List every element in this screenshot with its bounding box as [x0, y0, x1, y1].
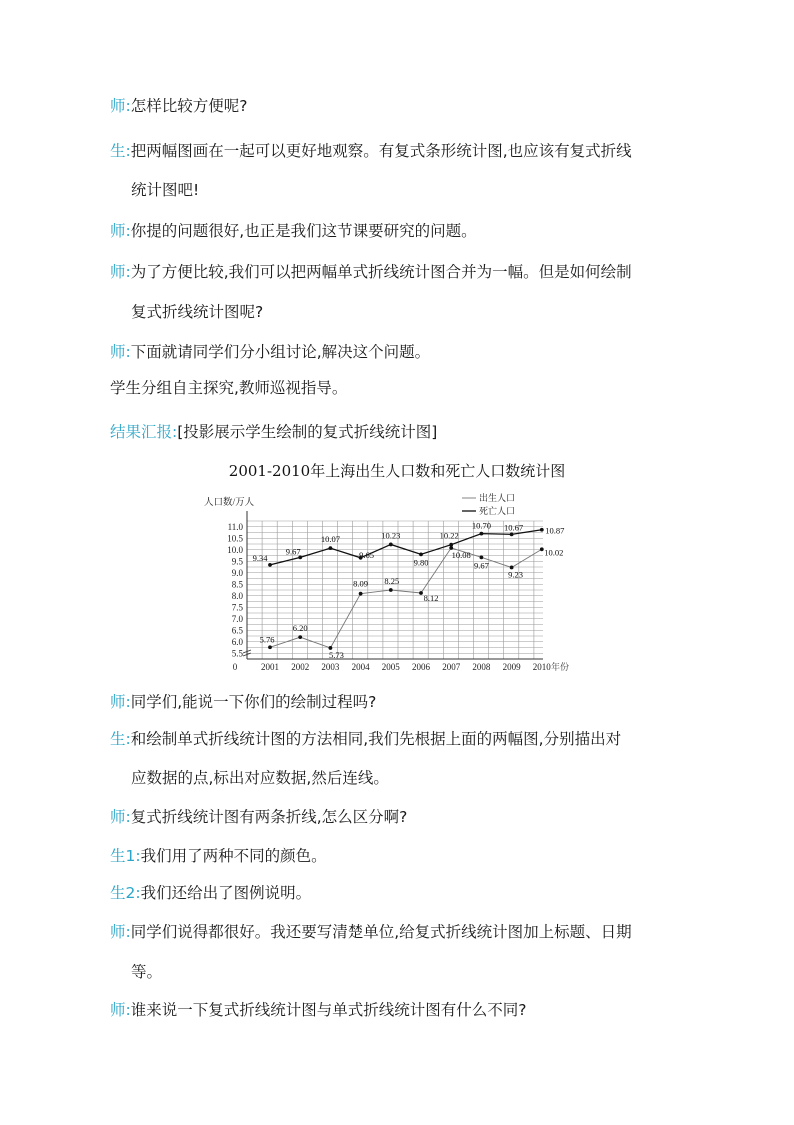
x-tick-label: 2002 [291, 662, 310, 672]
x-tick-label: 2007 [442, 662, 461, 672]
x-tick-label: 2008 [472, 662, 491, 672]
x-tick-label: 2005 [381, 662, 400, 672]
data-point-death [510, 532, 514, 536]
speaker-label: 师: [110, 693, 131, 711]
origin-label: 0 [232, 662, 238, 672]
dialogue-continuation [131, 302, 263, 322]
dialogue-text: 复式折线统计图有两条折线,怎么区分啊? [130, 808, 408, 826]
dialogue-text: 同学们说得都很好。我还要写清楚单位,给复式折线统计图加上标题、日期 [130, 923, 632, 941]
data-label-death: 10.87 [545, 525, 565, 536]
data-point-death [540, 528, 544, 532]
y-tick-label: 8.5 [231, 579, 243, 590]
legend-label-birth: 出生人口 [479, 493, 516, 503]
data-label-death: 9.34 [252, 552, 268, 563]
dialogue-text: 复式折线统计图呢? [131, 303, 264, 321]
dialogue-line [110, 262, 632, 282]
data-label-birth: 5.76 [259, 634, 275, 645]
data-label-birth: 10.02 [544, 547, 564, 558]
x-tick-label: 2010 [532, 662, 551, 672]
data-label-death: 10.23 [381, 530, 401, 541]
data-point-death [329, 546, 333, 550]
population-line-chart [200, 487, 570, 677]
dialogue-text: 把两幅图画在一起可以更好地观察。有复式条形统计图,也应该有复式折线 [130, 142, 632, 160]
y-tick-label: 9.5 [231, 556, 243, 567]
y-tick-label: 10.5 [227, 533, 243, 544]
dialogue-line [110, 729, 621, 749]
legend-label-death: 死亡人口 [479, 506, 516, 516]
speaker-label: 生2: [110, 884, 141, 902]
data-label-birth: 9.23 [508, 569, 524, 580]
data-label-death: 10.07 [320, 534, 340, 545]
data-point-birth [540, 547, 544, 551]
dialogue-continuation [131, 180, 199, 200]
speaker-label: 师: [110, 97, 131, 115]
dialogue-line [110, 141, 632, 161]
speaker-label: 生: [110, 142, 131, 160]
x-axis-label: 年份 [551, 662, 570, 672]
speaker-label: 结果汇报: [110, 423, 178, 441]
data-label-birth: 9.67 [473, 560, 489, 571]
data-label-birth: 10.08 [451, 549, 471, 560]
data-label-death: 9.65 [359, 549, 375, 560]
dialogue-text: 怎样比较方便呢? [130, 97, 248, 115]
dialogue-text: 同学们,能说一下你们的绘制过程吗? [130, 693, 377, 711]
y-tick-label: 6.5 [231, 625, 243, 636]
speaker-label: 生: [110, 730, 131, 748]
speaker-label: 生1: [110, 847, 141, 865]
data-label-death: 9.80 [413, 557, 429, 568]
dialogue-line [110, 378, 347, 398]
x-tick-label: 2004 [351, 662, 370, 672]
data-label-death: 10.67 [504, 522, 524, 533]
speaker-label: 师: [110, 923, 131, 941]
data-point-death [268, 563, 272, 567]
dialogue-line [110, 1000, 526, 1020]
dialogue-text: 学生分组自主探究,教师巡视指导。 [110, 379, 348, 397]
y-tick-label: 7.5 [231, 602, 243, 613]
dialogue-text: 我们用了两种不同的颜色。 [140, 847, 327, 865]
y-tick-label: 7.0 [231, 613, 243, 624]
dialogue-text: 为了方便比较,我们可以把两幅单式折线统计图合并为一幅。但是如何绘制 [130, 263, 632, 281]
data-label-birth: 8.12 [423, 592, 439, 603]
data-label-death: 10.70 [471, 520, 491, 531]
dialogue-line [110, 342, 430, 362]
dialogue-line [110, 807, 407, 827]
data-label-birth: 5.73 [328, 649, 344, 660]
dialogue-text: 下面就请同学们分小组讨论,解决这个问题。 [130, 343, 431, 361]
y-tick-label: 11.0 [227, 521, 243, 532]
dialogue-continuation [131, 962, 162, 982]
dialogue-line [110, 692, 376, 712]
y-tick-label: 5.5 [231, 648, 243, 659]
data-point-birth [480, 555, 484, 559]
y-tick-label: 10.0 [227, 544, 243, 555]
dialogue-text: 你提的问题很好,也正是我们这节课要研究的问题。 [130, 222, 477, 240]
dialogue-continuation [131, 768, 389, 788]
chart-title: 2001-2010年上海出生人口数和死亡人口数统计图 [228, 462, 566, 480]
dialogue-line [110, 96, 247, 116]
y-tick-label: 6.0 [231, 636, 243, 647]
y-axis-label: 人口数/万人 [204, 498, 255, 508]
x-tick-label: 2003 [321, 662, 340, 672]
dialogue-text: 应数据的点,标出对应数据,然后连线。 [131, 769, 389, 787]
speaker-label: 师: [110, 222, 131, 240]
data-point-death [419, 552, 423, 556]
data-label-birth: 8.09 [353, 578, 369, 589]
x-tick-label: 2009 [502, 662, 521, 672]
dialogue-line [110, 846, 327, 866]
x-tick-label: 2001 [261, 662, 279, 672]
dialogue-text: 统计图吧! [131, 181, 200, 199]
data-label-death: 9.67 [285, 546, 301, 557]
data-point-death [389, 543, 393, 547]
dialogue-text: 谁来说一下复式折线统计图与单式折线统计图有什么不同? [130, 1001, 527, 1019]
dialogue-text: 等。 [131, 963, 163, 981]
speaker-label: 师: [110, 1001, 131, 1019]
dialogue-line [110, 922, 632, 942]
data-point-birth [389, 588, 393, 592]
dialogue-text: 我们还给出了图例说明。 [140, 884, 312, 902]
dialogue-line [110, 422, 437, 442]
dialogue-line [110, 221, 477, 241]
data-point-birth [298, 635, 302, 639]
speaker-label: 师: [110, 808, 131, 826]
dialogue-line [110, 883, 311, 903]
x-tick-label: 2006 [412, 662, 430, 672]
data-point-birth [359, 592, 363, 596]
data-point-birth [268, 645, 272, 649]
series-line-birth [270, 548, 542, 648]
data-point-death [480, 532, 484, 536]
data-label-birth: 8.25 [384, 576, 400, 586]
data-point-death [449, 543, 453, 547]
data-label-death: 10.22 [439, 530, 459, 541]
data-label-birth: 6.20 [292, 623, 308, 634]
dialogue-text: 和绘制单式折线统计图的方法相同,我们先根据上面的两幅图,分别描出对 [130, 730, 622, 748]
speaker-label: 师: [110, 343, 131, 361]
data-point-birth [419, 591, 423, 595]
y-tick-label: 9.0 [231, 567, 243, 578]
dialogue-text: [投影展示学生绘制的复式折线统计图] [177, 423, 438, 441]
y-tick-label: 8.0 [231, 590, 243, 601]
speaker-label: 师: [110, 263, 131, 281]
